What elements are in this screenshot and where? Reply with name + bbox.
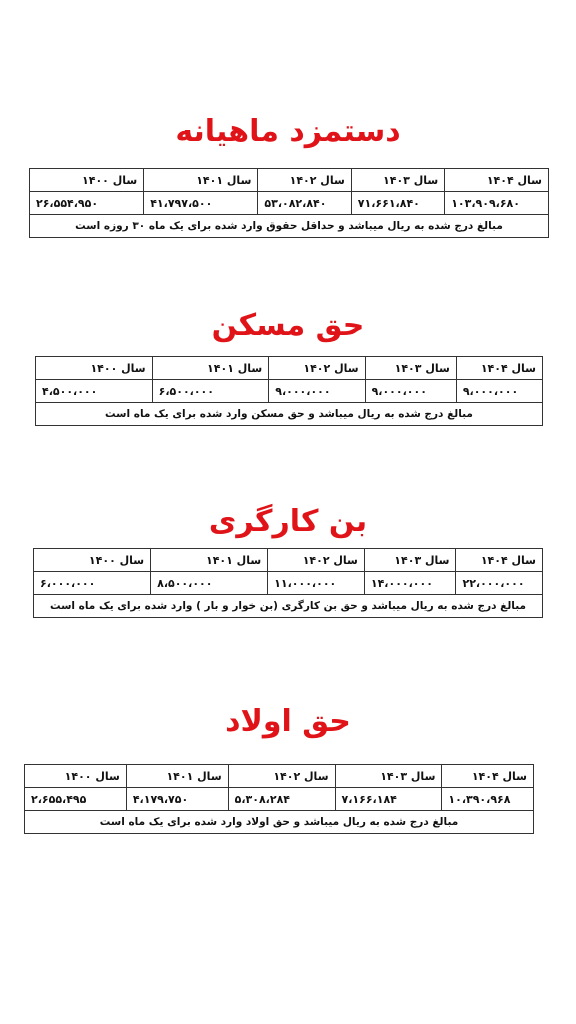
section-title-housing: حق مسکن bbox=[211, 308, 365, 343]
header-cell: سال ۱۴۰۱ bbox=[126, 765, 228, 788]
section-title-child: حق اولاد bbox=[225, 704, 351, 739]
header-cell: سال ۱۴۰۴ bbox=[456, 357, 542, 380]
value-cell: ۷،۱۶۶،۱۸۴ bbox=[335, 788, 442, 811]
value-cell: ۲،۶۵۵،۴۹۵ bbox=[25, 788, 127, 811]
header-cell: سال ۱۴۰۰ bbox=[34, 549, 151, 572]
value-cell: ۶،۵۰۰،۰۰۰ bbox=[152, 380, 269, 403]
value-cell: ۶،۰۰۰،۰۰۰ bbox=[34, 572, 151, 595]
value-cell: ۱۰۳،۹۰۹،۶۸۰ bbox=[445, 192, 549, 215]
child-table bbox=[24, 764, 534, 834]
header-cell: سال ۱۴۰۰ bbox=[36, 357, 153, 380]
value-cell: ۱۴،۰۰۰،۰۰۰ bbox=[364, 572, 456, 595]
value-cell: ۷۱،۶۶۱،۸۴۰ bbox=[351, 192, 444, 215]
value-cell: ۴۱،۷۹۷،۵۰۰ bbox=[144, 192, 258, 215]
value-cell: ۱۱،۰۰۰،۰۰۰ bbox=[268, 572, 365, 595]
header-cell: سال ۱۴۰۰ bbox=[30, 169, 144, 192]
header-cell: سال ۱۴۰۳ bbox=[365, 357, 456, 380]
header-cell: سال ۱۴۰۲ bbox=[268, 549, 365, 572]
header-cell: سال ۱۴۰۱ bbox=[144, 169, 258, 192]
header-cell: سال ۱۴۰۳ bbox=[335, 765, 442, 788]
header-cell: سال ۱۴۰۲ bbox=[228, 765, 335, 788]
value-cell: ۴،۱۷۹،۷۵۰ bbox=[126, 788, 228, 811]
value-cell: ۲۶،۵۵۴،۹۵۰ bbox=[30, 192, 144, 215]
header-cell: سال ۱۴۰۳ bbox=[364, 549, 456, 572]
header-cell: سال ۱۴۰۲ bbox=[269, 357, 365, 380]
value-cell: ۵،۳۰۸،۲۸۴ bbox=[228, 788, 335, 811]
header-cell: سال ۱۴۰۱ bbox=[152, 357, 269, 380]
wage-table bbox=[29, 168, 549, 238]
grocery-table bbox=[33, 548, 543, 618]
value-cell: ۱۰،۳۹۰،۹۶۸ bbox=[442, 788, 534, 811]
value-cell: ۹،۰۰۰،۰۰۰ bbox=[456, 380, 542, 403]
value-cell: ۴،۵۰۰،۰۰۰ bbox=[36, 380, 153, 403]
value-cell: ۹،۰۰۰،۰۰۰ bbox=[269, 380, 365, 403]
table-note: مبالغ درج شده به ریال میباشد و حق بن کارگری (بن خوار و بار ) وارد شده برای یک ماه است bbox=[34, 595, 543, 618]
header-cell: سال ۱۴۰۱ bbox=[151, 549, 268, 572]
header-cell: سال ۱۴۰۰ bbox=[25, 765, 127, 788]
header-cell: سال ۱۴۰۴ bbox=[445, 169, 549, 192]
section-title-grocery: بن کارگری bbox=[208, 504, 368, 539]
header-cell: سال ۱۴۰۴ bbox=[456, 549, 543, 572]
table-note: مبالغ درج شده به ریال میباشد و حق اولاد وارد شده برای یک ماه است bbox=[25, 811, 534, 834]
header-cell: سال ۱۴۰۴ bbox=[442, 765, 534, 788]
header-cell: سال ۱۴۰۲ bbox=[258, 169, 351, 192]
value-cell: ۸،۵۰۰،۰۰۰ bbox=[151, 572, 268, 595]
header-cell: سال ۱۴۰۳ bbox=[351, 169, 444, 192]
section-title-wage: دستمزد ماهیانه bbox=[175, 114, 401, 149]
table-note: مبالغ درج شده به ریال میباشد و حداقل حقوق وارد شده برای یک ماه ۳۰ روزه است bbox=[30, 215, 549, 238]
value-cell: ۵۳،۰۸۲،۸۴۰ bbox=[258, 192, 351, 215]
housing-table bbox=[35, 356, 543, 426]
value-cell: ۹،۰۰۰،۰۰۰ bbox=[365, 380, 456, 403]
table-note: مبالغ درج شده به ریال میباشد و حق مسکن وارد شده برای یک ماه است bbox=[36, 403, 543, 426]
value-cell: ۲۲،۰۰۰،۰۰۰ bbox=[456, 572, 543, 595]
